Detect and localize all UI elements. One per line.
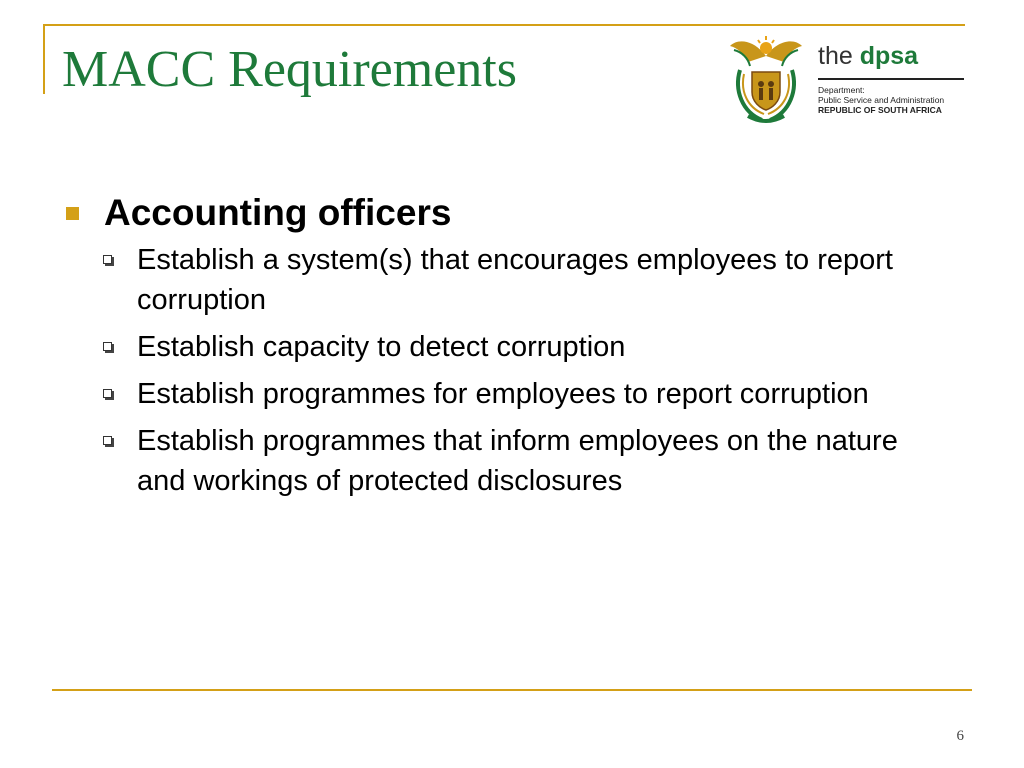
slide-title: MACC Requirements (62, 41, 517, 98)
department-line-2: Public Service and Administration (818, 95, 945, 105)
dpsa-logo (726, 34, 966, 130)
sub-bullet-text: Establish programmes that inform employees on the nature and workings of protected disclosures (137, 425, 898, 497)
hollow-square-bullet-icon (103, 389, 112, 398)
sub-bullet-item (60, 374, 937, 414)
slide-content (60, 190, 960, 508)
brand-the: the (818, 42, 853, 70)
brand-divider (818, 78, 964, 80)
sub-bullet-item (60, 421, 937, 501)
sub-bullet-text: Establish a system(s) that encourages employees to report corruption (137, 244, 893, 316)
footer-divider (52, 689, 972, 691)
department-line-3: REPUBLIC OF SOUTH AFRICA (818, 105, 942, 115)
hollow-square-bullet-icon (103, 436, 112, 445)
sub-bullet-item (60, 327, 937, 367)
square-bullet-icon (66, 207, 79, 220)
page-number: 6 (956, 728, 964, 744)
hollow-square-bullet-icon (103, 255, 112, 264)
department-text (818, 85, 944, 115)
coat-of-arms-icon (726, 34, 806, 126)
bullet-heading: Accounting officers (104, 192, 452, 233)
dpsa-brand (818, 44, 918, 69)
hollow-square-bullet-icon (103, 342, 112, 351)
sub-bullet-text: Establish programmes for employees to report corruption (137, 378, 869, 410)
department-line-1: Department: (818, 85, 865, 95)
frame-top-line (43, 24, 965, 26)
bullet-level-1 (60, 190, 960, 236)
sub-bullet-list (60, 240, 960, 501)
frame-left-line (43, 24, 45, 94)
sub-bullet-item (60, 240, 937, 320)
brand-dpsa: dpsa (859, 42, 919, 70)
sub-bullet-text: Establish capacity to detect corruption (137, 331, 626, 363)
